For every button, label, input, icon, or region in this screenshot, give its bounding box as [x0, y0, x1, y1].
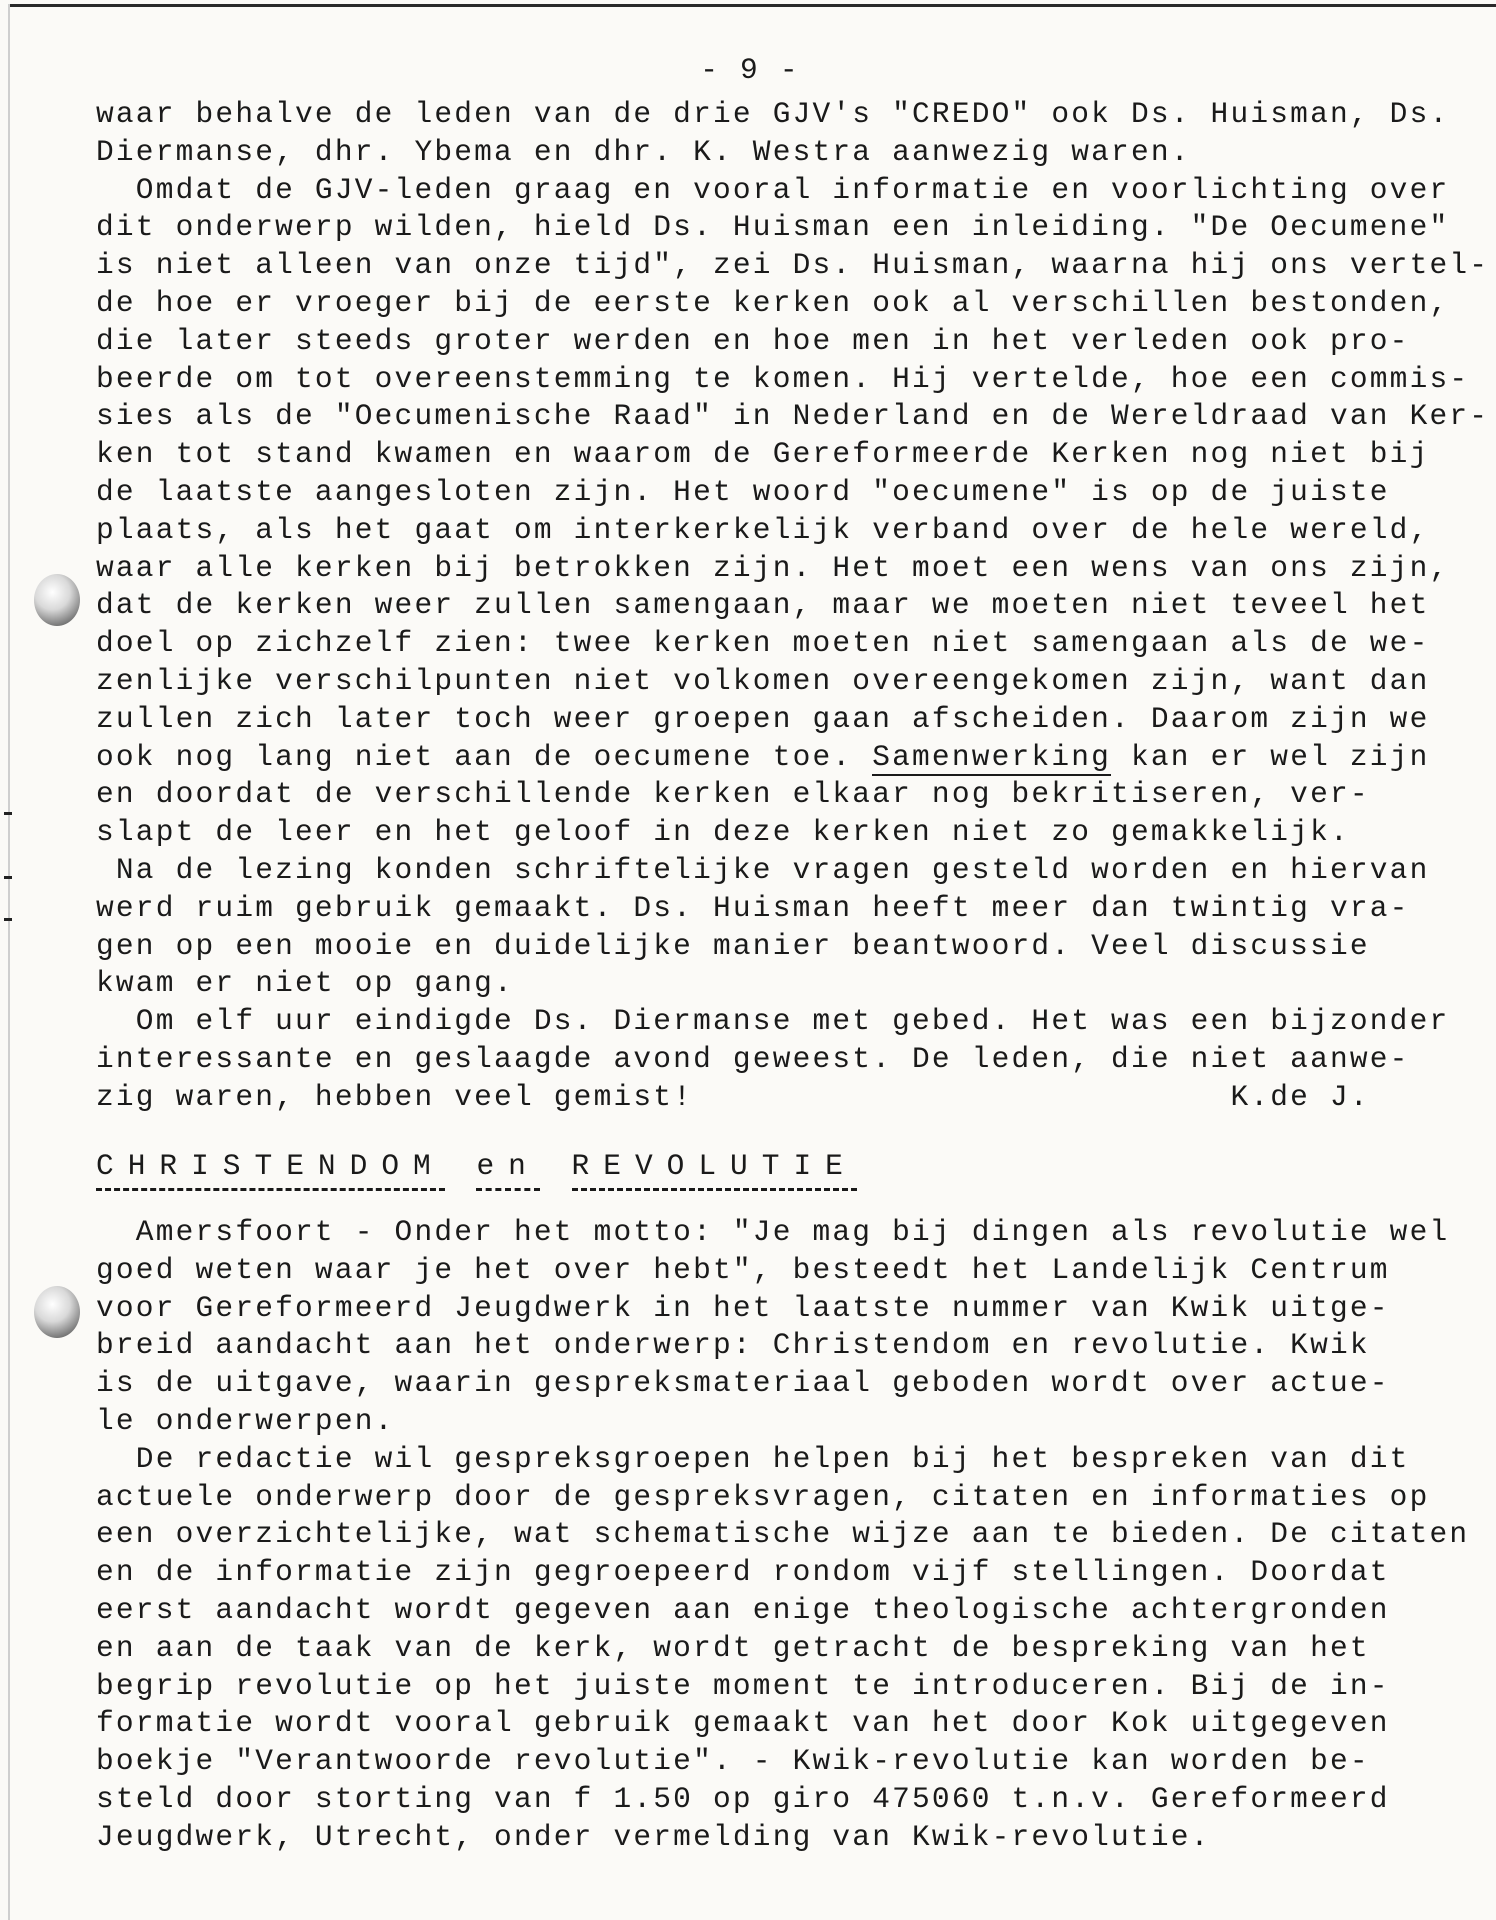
text-line: waar alle kerken bij betrokken zijn. Het moet een wens van ons zijn,: [96, 550, 1450, 585]
text-line: ken tot stand kwamen en waarom de Gereformeerde Kerken nog niet bij: [96, 437, 1430, 472]
text-line: actuele onderwerp door de gespreksvragen, citaten en informaties op: [96, 1479, 1430, 1514]
underlined-word: Samenwerking: [872, 739, 1112, 774]
text-line: Na de lezing konden schriftelijke vragen gesteld worden en hiervan: [96, 852, 1430, 887]
text-line: voor Gereformeerd Jeugdwerk in het laatste nummer van Kwik uitge-: [96, 1290, 1390, 1325]
text-line: boekje "Verantwoorde revolutie". - Kwik-revolutie kan worden be-: [96, 1744, 1370, 1779]
text-line: [96, 739, 1489, 777]
text-line: werd ruim gebruik gemaakt. Ds. Huisman heeft meer dan twintig vra-: [96, 890, 1410, 925]
text-line: formatie wordt vooral gebruik gemaakt van het door Kok uitgegeven: [96, 1706, 1390, 1741]
text-line: begrip revolutie op het juiste moment te introduceren. Bij de in-: [96, 1668, 1390, 1703]
text-line: is de uitgave, waarin gespreksmateriaal geboden wordt over actue-: [96, 1366, 1390, 1401]
text-line: dat de kerken weer zullen samengaan, maar we moeten niet teveel het: [96, 588, 1430, 623]
text-line: steld door storting van f 1.50 op giro 475060 t.n.v. Gereformeerd: [96, 1781, 1390, 1816]
text-line: eerst aandacht wordt gegeven aan enige theologische achtergronden: [96, 1592, 1390, 1627]
section-heading: [96, 1148, 857, 1191]
article-body: [96, 1214, 1469, 1857]
heading-word: CHRISTENDOM: [96, 1148, 445, 1191]
text-line: Om elf uur eindigde Ds. Diermanse met gebed. Het was een bijzonder: [96, 1004, 1450, 1039]
text-line: Amersfoort - Onder het motto: "Je mag bij dingen als revolutie wel: [96, 1215, 1450, 1249]
text-line: slapt de leer en het geloof in deze kerken niet zo gemakkelijk.: [96, 815, 1350, 850]
text-line: Diermanse, dhr. Ybema en dhr. K. Westra aanwezig waren.: [96, 134, 1191, 169]
text-line: Jeugdwerk, Utrecht, onder vermelding van Kwik-revolutie.: [96, 1819, 1211, 1854]
text-fragment: kan er wel zijn: [1111, 739, 1430, 774]
text-line: plaats, als het gaat om interkerkelijk verband over de hele wereld,: [96, 512, 1430, 547]
text-line: sies als de "Oecumenische Raad" in Nederland en de Wereldraad van Ker-: [96, 399, 1490, 434]
text-fragment: ook nog lang niet aan de oecumene toe.: [96, 739, 853, 774]
margin-mark: [4, 876, 12, 879]
text-line: een overzichtelijke, wat schematische wijze aan te bieden. De citaten: [96, 1517, 1470, 1552]
text-line: en doordat de verschillende kerken elkaar nog bekritiseren, ver-: [96, 777, 1370, 812]
page-left-edge: [8, 4, 10, 1920]
text-line: gen op een mooie en duidelijke manier beantwoord. Veel discussie: [96, 928, 1370, 963]
text-line: waar behalve de leden van de drie GJV's "CREDO" ook Ds. Huisman, Ds.: [96, 97, 1450, 131]
text-line: en de informatie zijn gegroepeerd rondom vijf stellingen. Doordat: [96, 1555, 1390, 1590]
margin-mark: [4, 918, 12, 921]
text-line: de laatste aangesloten zijn. Het woord "oecumene" is op de juiste: [96, 474, 1390, 509]
punch-hole: [34, 1286, 80, 1338]
text-line: kwam er niet op gang.: [96, 966, 514, 1001]
text-line: le onderwerpen.: [96, 1403, 395, 1438]
page-number: - 9 -: [700, 53, 800, 87]
text-line: Omdat de GJV-leden graag en vooral informatie en voorlichting over: [96, 172, 1450, 207]
text-line: goed weten waar je het over hebt", besteedt het Landelijk Centrum: [96, 1252, 1390, 1287]
text-line: dit onderwerp wilden, hield Ds. Huisman een inleiding. "De Oecumene": [96, 210, 1450, 245]
punch-hole: [34, 574, 80, 626]
article-continuation: [96, 96, 1489, 1117]
text-line: interessante en geslaagde avond geweest. De leden, die niet aanwe-: [96, 1041, 1410, 1076]
text-line: doel op zichzelf zien: twee kerken moeten niet samengaan als de we-: [96, 626, 1430, 661]
text-line: zullen zich later toch weer groepen gaan afscheiden. Daarom zijn we: [96, 701, 1430, 736]
heading-word: en: [476, 1148, 539, 1191]
text-line: beerde om tot overeenstemming te komen. Hij vertelde, hoe een commis-: [96, 361, 1470, 396]
text-line: De redactie wil gespreksgroepen helpen bij het bespreken van dit: [96, 1441, 1410, 1476]
text-line: is niet alleen van onze tijd", zei Ds. Huisman, waarna hij ons vertel-: [96, 248, 1490, 283]
margin-mark: [4, 812, 12, 815]
text-line: zenlijke verschilpunten niet volkomen overeengekomen zijn, want dan: [96, 663, 1430, 698]
text-line: en aan de taak van de kerk, wordt getracht de bespreking van het: [96, 1630, 1370, 1665]
page-top-edge: [10, 4, 1496, 7]
text-line: de hoe er vroeger bij de eerste kerken ook al verschillen bestonden,: [96, 285, 1450, 320]
text-line: die later steeds groter werden en hoe men in het verleden ook pro-: [96, 323, 1410, 358]
text-line: zig waren, hebben veel gemist! K.de J.: [96, 1079, 1370, 1114]
heading-word: REVOLUTIE: [572, 1148, 857, 1191]
text-line: breid aandacht aan het onderwerp: Christendom en revolutie. Kwik: [96, 1328, 1370, 1363]
